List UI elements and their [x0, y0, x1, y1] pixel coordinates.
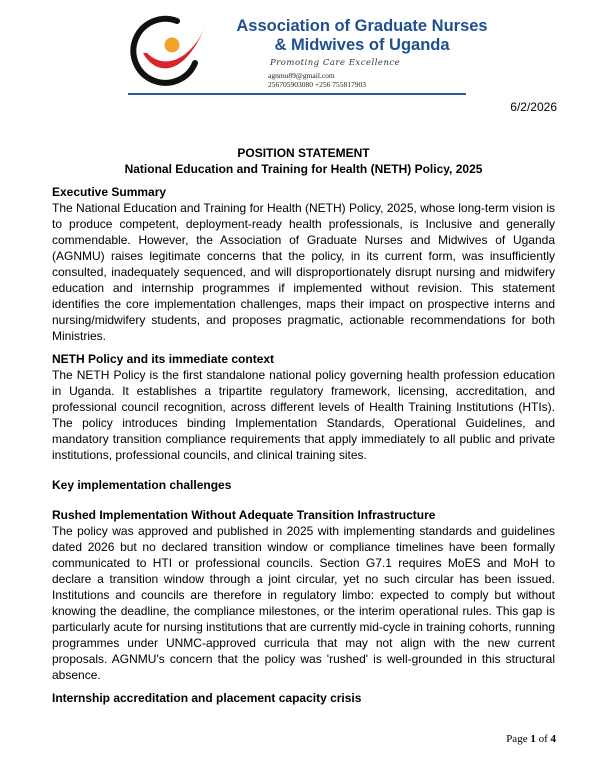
header-divider — [128, 93, 466, 95]
page-current: 1 — [530, 733, 536, 745]
document-body — [52, 184, 555, 706]
section-body-executive-summary: The National Education and Training for Health (NETH) Policy, 2025, whose long-term vision is to produce competent, deployment-ready health professionals, is Inclusive and generally commendable. However, the Association of Graduate Nurses and Midwives of Uganda (AGNMU) raises legitimate concerns that the policy, in its current form, was insufficiently consulted, inadequately sequenced, and will disproportionately disrupt nursing and midwifery education and internship programmes if implemented without revision. This statement identifies the core implementation challenges, maps their impact on prospective interns and nursing/midwifery students, and proposes pragmatic, actionable recommendations for both Ministries. — [52, 201, 555, 343]
section-body-neth-context: The NETH Policy is the first standalone national policy governing health profession education in Uganda. It establishes a tripartite regulatory framework, licensing, accreditation, and professional council recognition, across different levels of Health Training Institutions (HTIs). The policy introduces binding Implementation Standards, Operational Guidelines, and mandatory transition compliance requirements that apply immediately to all public and private institutions, professional councils, and clinical training sites. — [52, 368, 555, 462]
page-total: 4 — [550, 733, 556, 745]
document-subheading: National Education and Training for Health (NETH) Policy, 2025 — [124, 162, 483, 176]
page-of: of — [538, 733, 548, 745]
organization-name-line2: & Midwives of Uganda — [274, 36, 450, 54]
contact-info — [268, 71, 366, 89]
document-title-block — [52, 145, 555, 177]
section-title-executive-summary: Executive Summary — [52, 185, 167, 199]
organization-name — [217, 17, 507, 55]
page-number — [506, 733, 556, 745]
section-title-internship: Internship accreditation and placement capacity crisis — [52, 691, 362, 705]
organization-name-line1: Association of Graduate Nurses — [236, 17, 488, 35]
section-title-neth-context: NETH Policy and its immediate context — [52, 352, 275, 366]
section-title-rushed-implementation: Rushed Implementation Without Adequate Transition Infrastructure — [52, 508, 436, 522]
agnmu-logo-icon — [125, 13, 209, 87]
section-title-key-challenges: Key implementation challenges — [52, 478, 232, 492]
letterhead — [125, 10, 488, 94]
contact-email: agnmu89@gmail.com — [268, 71, 335, 80]
document-date: 6/2/2026 — [510, 100, 557, 114]
document-heading: POSITION STATEMENT — [237, 146, 370, 160]
page-label: Page — [506, 733, 528, 745]
organization-motto: Promoting Care Excellence — [270, 58, 401, 68]
contact-phones: 256705903080 +256 755817903 — [268, 80, 366, 89]
section-body-rushed-implementation: The policy was approved and published in 2025 with implementing standards and guidelines dated 2026 but no declared transition window or compliance timelines have been formally communicated to HTI or professional councils. Section G7.1 requires MoES and MoH to declare a transition window through a joint circular, yet no such circular has been issued. Institutions and councils are therefore in regulatory limbo: expected to comply but without knowing the deadline, the compliance milestones, or the interim operational rules. This gap is particularly acute for nursing institutions that are currently mid-cycle in training cohorts, running programmes under UNMC-approved curricula that may not align with the new current proposals. AGNMU's concern that the policy was 'rushed' is well-grounded in this structural absence. — [52, 524, 555, 682]
